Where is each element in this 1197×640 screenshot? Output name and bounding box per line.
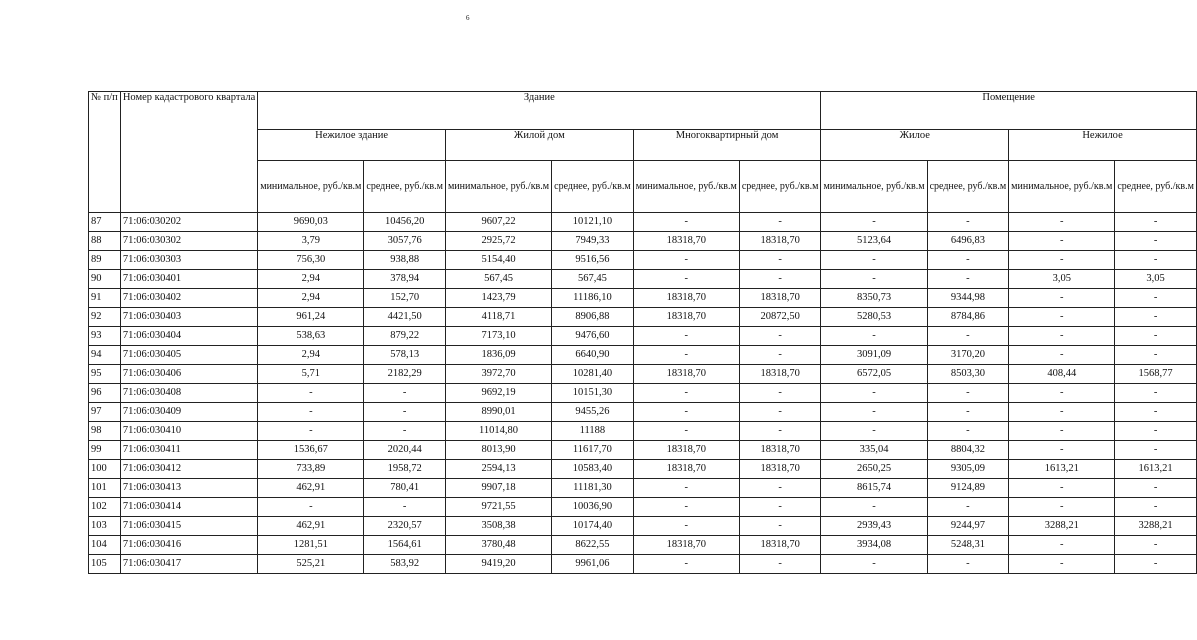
residential-avg-cell: - bbox=[927, 251, 1009, 270]
house-avg-cell: 11181,30 bbox=[552, 479, 634, 498]
apartment-avg-cell: - bbox=[739, 251, 821, 270]
residential-min-cell: 2650,25 bbox=[821, 460, 927, 479]
header-min: минимальное, руб./кв.м bbox=[258, 161, 364, 213]
table-row bbox=[89, 517, 1197, 536]
header-avg: среднее, руб./кв.м bbox=[739, 161, 821, 213]
residential-avg-cell: 5248,31 bbox=[927, 536, 1009, 555]
row-number-cell: 94 bbox=[89, 346, 121, 365]
nonresidential-avg-cell: - bbox=[1115, 232, 1197, 251]
nonres-building-avg-cell: - bbox=[364, 422, 446, 441]
apartment-avg-cell: - bbox=[739, 213, 821, 232]
apartment-min-cell: - bbox=[633, 270, 739, 289]
apartment-avg-cell: 18318,70 bbox=[739, 460, 821, 479]
residential-avg-cell: - bbox=[927, 498, 1009, 517]
apartment-min-cell: - bbox=[633, 346, 739, 365]
nonresidential-avg-cell: - bbox=[1115, 555, 1197, 574]
residential-avg-cell: - bbox=[927, 555, 1009, 574]
row-number-cell: 90 bbox=[89, 270, 121, 289]
cadastral-number-cell: 71:06:030202 bbox=[120, 213, 257, 232]
nonres-building-avg-cell: 3057,76 bbox=[364, 232, 446, 251]
cadastral-number-cell: 71:06:030404 bbox=[120, 327, 257, 346]
house-avg-cell: 10281,40 bbox=[552, 365, 634, 384]
house-avg-cell: 10036,90 bbox=[552, 498, 634, 517]
residential-avg-cell: 9305,09 bbox=[927, 460, 1009, 479]
house-min-cell: 8013,90 bbox=[445, 441, 551, 460]
table-header bbox=[89, 92, 1197, 213]
residential-avg-cell: - bbox=[927, 422, 1009, 441]
house-avg-cell: 11617,70 bbox=[552, 441, 634, 460]
cadastral-number-cell: 71:06:030410 bbox=[120, 422, 257, 441]
apartment-min-cell: - bbox=[633, 555, 739, 574]
row-number-cell: 105 bbox=[89, 555, 121, 574]
nonres-building-avg-cell: - bbox=[364, 498, 446, 517]
header-premises: Помещение bbox=[821, 92, 1196, 130]
apartment-min-cell: 18318,70 bbox=[633, 289, 739, 308]
nonresidential-avg-cell: 1568,77 bbox=[1115, 365, 1197, 384]
apartment-avg-cell: - bbox=[739, 555, 821, 574]
nonres-building-avg-cell: 879,22 bbox=[364, 327, 446, 346]
nonresidential-min-cell: - bbox=[1009, 422, 1115, 441]
house-avg-cell: 9455,26 bbox=[552, 403, 634, 422]
house-avg-cell: 10174,40 bbox=[552, 517, 634, 536]
house-min-cell: 3780,48 bbox=[445, 536, 551, 555]
apartment-avg-cell: - bbox=[739, 479, 821, 498]
nonres-building-avg-cell: 578,13 bbox=[364, 346, 446, 365]
apartment-min-cell: - bbox=[633, 213, 739, 232]
table-row bbox=[89, 555, 1197, 574]
residential-min-cell: - bbox=[821, 555, 927, 574]
nonresidential-min-cell: 3,05 bbox=[1009, 270, 1115, 289]
header-nonresidential-building: Нежилое здание bbox=[258, 130, 446, 161]
nonres-building-min-cell: 1536,67 bbox=[258, 441, 364, 460]
nonres-building-avg-cell: - bbox=[364, 403, 446, 422]
cadastral-number-cell: 71:06:030411 bbox=[120, 441, 257, 460]
house-min-cell: 2594,13 bbox=[445, 460, 551, 479]
cadastral-number-cell: 71:06:030415 bbox=[120, 517, 257, 536]
nonresidential-min-cell: - bbox=[1009, 289, 1115, 308]
apartment-avg-cell: 18318,70 bbox=[739, 289, 821, 308]
nonres-building-avg-cell: - bbox=[364, 384, 446, 403]
apartment-min-cell: - bbox=[633, 498, 739, 517]
nonres-building-avg-cell: 2320,57 bbox=[364, 517, 446, 536]
cadastral-number-cell: 71:06:030402 bbox=[120, 289, 257, 308]
nonresidential-min-cell: - bbox=[1009, 536, 1115, 555]
house-avg-cell: 10151,30 bbox=[552, 384, 634, 403]
apartment-min-cell: - bbox=[633, 479, 739, 498]
header-cadastral-quarter: Номер кадастрового квартала bbox=[120, 92, 257, 213]
house-avg-cell: 8906,88 bbox=[552, 308, 634, 327]
apartment-avg-cell: - bbox=[739, 517, 821, 536]
header-building: Здание bbox=[258, 92, 821, 130]
table-row bbox=[89, 308, 1197, 327]
apartment-avg-cell: 18318,70 bbox=[739, 536, 821, 555]
house-avg-cell: 11186,10 bbox=[552, 289, 634, 308]
cadastral-value-table bbox=[88, 91, 1197, 574]
house-min-cell: 5154,40 bbox=[445, 251, 551, 270]
row-number-cell: 98 bbox=[89, 422, 121, 441]
nonresidential-min-cell: - bbox=[1009, 327, 1115, 346]
house-min-cell: 4118,71 bbox=[445, 308, 551, 327]
row-number-cell: 104 bbox=[89, 536, 121, 555]
apartment-min-cell: - bbox=[633, 403, 739, 422]
nonres-building-min-cell: 2,94 bbox=[258, 270, 364, 289]
residential-avg-cell: 8503,30 bbox=[927, 365, 1009, 384]
cadastral-number-cell: 71:06:030413 bbox=[120, 479, 257, 498]
nonres-building-min-cell: 733,89 bbox=[258, 460, 364, 479]
residential-avg-cell: 8804,32 bbox=[927, 441, 1009, 460]
nonres-building-min-cell: 9690,03 bbox=[258, 213, 364, 232]
table-row bbox=[89, 270, 1197, 289]
nonresidential-min-cell: 408,44 bbox=[1009, 365, 1115, 384]
house-min-cell: 7173,10 bbox=[445, 327, 551, 346]
residential-min-cell: - bbox=[821, 384, 927, 403]
house-min-cell: 9607,22 bbox=[445, 213, 551, 232]
apartment-avg-cell: 20872,50 bbox=[739, 308, 821, 327]
residential-min-cell: 3934,08 bbox=[821, 536, 927, 555]
cadastral-number-cell: 71:06:030401 bbox=[120, 270, 257, 289]
residential-avg-cell: 8784,86 bbox=[927, 308, 1009, 327]
residential-avg-cell: - bbox=[927, 270, 1009, 289]
header-avg: среднее, руб./кв.м bbox=[364, 161, 446, 213]
residential-avg-cell: 9344,98 bbox=[927, 289, 1009, 308]
house-avg-cell: 6640,90 bbox=[552, 346, 634, 365]
apartment-avg-cell: - bbox=[739, 498, 821, 517]
table-row bbox=[89, 403, 1197, 422]
house-avg-cell: 11188 bbox=[552, 422, 634, 441]
residential-avg-cell: - bbox=[927, 213, 1009, 232]
nonresidential-min-cell: - bbox=[1009, 346, 1115, 365]
nonresidential-min-cell: - bbox=[1009, 441, 1115, 460]
apartment-min-cell: 18318,70 bbox=[633, 441, 739, 460]
apartment-min-cell: 18318,70 bbox=[633, 536, 739, 555]
house-avg-cell: 9476,60 bbox=[552, 327, 634, 346]
house-min-cell: 3508,38 bbox=[445, 517, 551, 536]
nonresidential-min-cell: - bbox=[1009, 251, 1115, 270]
nonres-building-min-cell: 2,94 bbox=[258, 346, 364, 365]
residential-min-cell: - bbox=[821, 213, 927, 232]
cadastral-number-cell: 71:06:030416 bbox=[120, 536, 257, 555]
nonresidential-avg-cell: - bbox=[1115, 289, 1197, 308]
nonresidential-avg-cell: - bbox=[1115, 422, 1197, 441]
apartment-min-cell: 18318,70 bbox=[633, 308, 739, 327]
header-nonresidential-premises: Нежилое bbox=[1009, 130, 1197, 161]
cadastral-number-cell: 71:06:030414 bbox=[120, 498, 257, 517]
cadastral-number-cell: 71:06:030403 bbox=[120, 308, 257, 327]
nonres-building-avg-cell: 378,94 bbox=[364, 270, 446, 289]
nonresidential-avg-cell: - bbox=[1115, 308, 1197, 327]
apartment-min-cell: - bbox=[633, 251, 739, 270]
row-number-cell: 88 bbox=[89, 232, 121, 251]
house-avg-cell: 10121,10 bbox=[552, 213, 634, 232]
page-number: 6 bbox=[466, 14, 470, 22]
apartment-avg-cell: 18318,70 bbox=[739, 232, 821, 251]
house-avg-cell: 10583,40 bbox=[552, 460, 634, 479]
nonresidential-avg-cell: 3,05 bbox=[1115, 270, 1197, 289]
nonres-building-min-cell: 756,30 bbox=[258, 251, 364, 270]
apartment-avg-cell: 18318,70 bbox=[739, 441, 821, 460]
residential-avg-cell: - bbox=[927, 403, 1009, 422]
nonres-building-avg-cell: 4421,50 bbox=[364, 308, 446, 327]
house-min-cell: 9907,18 bbox=[445, 479, 551, 498]
row-number-cell: 99 bbox=[89, 441, 121, 460]
house-avg-cell: 8622,55 bbox=[552, 536, 634, 555]
header-residential-premises: Жилое bbox=[821, 130, 1009, 161]
apartment-avg-cell: 18318,70 bbox=[739, 365, 821, 384]
apartment-avg-cell: - bbox=[739, 346, 821, 365]
house-min-cell: 11014,80 bbox=[445, 422, 551, 441]
house-avg-cell: 7949,33 bbox=[552, 232, 634, 251]
apartment-min-cell: 18318,70 bbox=[633, 232, 739, 251]
table-body bbox=[89, 213, 1197, 574]
cadastral-number-cell: 71:06:030302 bbox=[120, 232, 257, 251]
cadastral-number-cell: 71:06:030412 bbox=[120, 460, 257, 479]
house-min-cell: 9419,20 bbox=[445, 555, 551, 574]
residential-min-cell: 5280,53 bbox=[821, 308, 927, 327]
row-number-cell: 92 bbox=[89, 308, 121, 327]
nonres-building-avg-cell: 938,88 bbox=[364, 251, 446, 270]
apartment-min-cell: 18318,70 bbox=[633, 365, 739, 384]
house-min-cell: 8990,01 bbox=[445, 403, 551, 422]
nonres-building-min-cell: 525,21 bbox=[258, 555, 364, 574]
nonresidential-avg-cell: 3288,21 bbox=[1115, 517, 1197, 536]
table-row bbox=[89, 498, 1197, 517]
house-avg-cell: 9961,06 bbox=[552, 555, 634, 574]
nonres-building-min-cell: 3,79 bbox=[258, 232, 364, 251]
nonres-building-avg-cell: 2182,29 bbox=[364, 365, 446, 384]
apartment-avg-cell: - bbox=[739, 384, 821, 403]
residential-avg-cell: 9124,89 bbox=[927, 479, 1009, 498]
house-avg-cell: 9516,56 bbox=[552, 251, 634, 270]
nonresidential-avg-cell: - bbox=[1115, 327, 1197, 346]
house-min-cell: 1836,09 bbox=[445, 346, 551, 365]
table-row bbox=[89, 365, 1197, 384]
nonresidential-avg-cell: - bbox=[1115, 403, 1197, 422]
table-row bbox=[89, 289, 1197, 308]
nonres-building-min-cell: 2,94 bbox=[258, 289, 364, 308]
nonresidential-min-cell: - bbox=[1009, 308, 1115, 327]
cadastral-number-cell: 71:06:030409 bbox=[120, 403, 257, 422]
residential-min-cell: 335,04 bbox=[821, 441, 927, 460]
row-number-cell: 101 bbox=[89, 479, 121, 498]
table-row bbox=[89, 441, 1197, 460]
nonres-building-min-cell: 462,91 bbox=[258, 517, 364, 536]
nonres-building-min-cell: 538,63 bbox=[258, 327, 364, 346]
nonres-building-min-cell: - bbox=[258, 403, 364, 422]
house-min-cell: 9692,19 bbox=[445, 384, 551, 403]
table-row bbox=[89, 384, 1197, 403]
house-min-cell: 567,45 bbox=[445, 270, 551, 289]
apartment-min-cell: - bbox=[633, 517, 739, 536]
residential-min-cell: 6572,05 bbox=[821, 365, 927, 384]
residential-min-cell: - bbox=[821, 498, 927, 517]
header-min: минимальное, руб./кв.м bbox=[633, 161, 739, 213]
house-min-cell: 1423,79 bbox=[445, 289, 551, 308]
residential-avg-cell: 3170,20 bbox=[927, 346, 1009, 365]
nonres-building-avg-cell: 1958,72 bbox=[364, 460, 446, 479]
table-row bbox=[89, 460, 1197, 479]
nonresidential-avg-cell: - bbox=[1115, 498, 1197, 517]
table-row bbox=[89, 536, 1197, 555]
residential-min-cell: - bbox=[821, 270, 927, 289]
row-number-cell: 93 bbox=[89, 327, 121, 346]
nonresidential-avg-cell: 1613,21 bbox=[1115, 460, 1197, 479]
residential-min-cell: 8615,74 bbox=[821, 479, 927, 498]
residential-avg-cell: - bbox=[927, 384, 1009, 403]
nonres-building-min-cell: - bbox=[258, 422, 364, 441]
nonres-building-min-cell: - bbox=[258, 498, 364, 517]
nonresidential-min-cell: - bbox=[1009, 555, 1115, 574]
apartment-avg-cell: - bbox=[739, 270, 821, 289]
residential-min-cell: 3091,09 bbox=[821, 346, 927, 365]
house-min-cell: 2925,72 bbox=[445, 232, 551, 251]
nonresidential-min-cell: - bbox=[1009, 384, 1115, 403]
residential-min-cell: 2939,43 bbox=[821, 517, 927, 536]
header-avg: среднее, руб./кв.м bbox=[927, 161, 1009, 213]
residential-avg-cell: 9244,97 bbox=[927, 517, 1009, 536]
nonresidential-min-cell: 3288,21 bbox=[1009, 517, 1115, 536]
residential-min-cell: - bbox=[821, 422, 927, 441]
nonres-building-min-cell: 1281,51 bbox=[258, 536, 364, 555]
row-number-cell: 103 bbox=[89, 517, 121, 536]
table-row bbox=[89, 346, 1197, 365]
nonresidential-avg-cell: - bbox=[1115, 213, 1197, 232]
cadastral-number-cell: 71:06:030405 bbox=[120, 346, 257, 365]
residential-min-cell: 8350,73 bbox=[821, 289, 927, 308]
header-avg: среднее, руб./кв.м bbox=[1115, 161, 1197, 213]
table-row bbox=[89, 213, 1197, 232]
cadastral-number-cell: 71:06:030408 bbox=[120, 384, 257, 403]
apartment-avg-cell: - bbox=[739, 422, 821, 441]
nonresidential-avg-cell: - bbox=[1115, 479, 1197, 498]
nonres-building-avg-cell: 780,41 bbox=[364, 479, 446, 498]
row-number-cell: 100 bbox=[89, 460, 121, 479]
nonres-building-avg-cell: 10456,20 bbox=[364, 213, 446, 232]
row-number-cell: 89 bbox=[89, 251, 121, 270]
row-number-cell: 91 bbox=[89, 289, 121, 308]
nonresidential-min-cell: - bbox=[1009, 498, 1115, 517]
header-avg: среднее, руб./кв.м bbox=[552, 161, 634, 213]
cadastral-number-cell: 71:06:030406 bbox=[120, 365, 257, 384]
residential-min-cell: 5123,64 bbox=[821, 232, 927, 251]
nonresidential-min-cell: - bbox=[1009, 479, 1115, 498]
nonresidential-min-cell: - bbox=[1009, 403, 1115, 422]
nonresidential-avg-cell: - bbox=[1115, 536, 1197, 555]
nonres-building-min-cell: 5,71 bbox=[258, 365, 364, 384]
table-row bbox=[89, 479, 1197, 498]
residential-min-cell: - bbox=[821, 327, 927, 346]
header-number: № п/п bbox=[89, 92, 121, 213]
nonresidential-min-cell: 1613,21 bbox=[1009, 460, 1115, 479]
apartment-min-cell: - bbox=[633, 384, 739, 403]
nonres-building-avg-cell: 2020,44 bbox=[364, 441, 446, 460]
table-row bbox=[89, 232, 1197, 251]
header-residential-house: Жилой дом bbox=[445, 130, 633, 161]
header-min: минимальное, руб./кв.м bbox=[1009, 161, 1115, 213]
nonres-building-min-cell: - bbox=[258, 384, 364, 403]
nonres-building-min-cell: 961,24 bbox=[258, 308, 364, 327]
residential-avg-cell: - bbox=[927, 327, 1009, 346]
apartment-min-cell: - bbox=[633, 327, 739, 346]
row-number-cell: 96 bbox=[89, 384, 121, 403]
nonres-building-avg-cell: 152,70 bbox=[364, 289, 446, 308]
row-number-cell: 87 bbox=[89, 213, 121, 232]
nonres-building-avg-cell: 1564,61 bbox=[364, 536, 446, 555]
nonres-building-min-cell: 462,91 bbox=[258, 479, 364, 498]
header-min: минимальное, руб./кв.м bbox=[445, 161, 551, 213]
apartment-min-cell: 18318,70 bbox=[633, 460, 739, 479]
table-row bbox=[89, 251, 1197, 270]
row-number-cell: 97 bbox=[89, 403, 121, 422]
residential-avg-cell: 6496,83 bbox=[927, 232, 1009, 251]
house-avg-cell: 567,45 bbox=[552, 270, 634, 289]
nonresidential-min-cell: - bbox=[1009, 213, 1115, 232]
cadastral-number-cell: 71:06:030303 bbox=[120, 251, 257, 270]
house-min-cell: 3972,70 bbox=[445, 365, 551, 384]
nonresidential-avg-cell: - bbox=[1115, 251, 1197, 270]
apartment-avg-cell: - bbox=[739, 327, 821, 346]
house-min-cell: 9721,55 bbox=[445, 498, 551, 517]
row-number-cell: 95 bbox=[89, 365, 121, 384]
row-number-cell: 102 bbox=[89, 498, 121, 517]
cadastral-number-cell: 71:06:030417 bbox=[120, 555, 257, 574]
table-row bbox=[89, 327, 1197, 346]
apartment-min-cell: - bbox=[633, 422, 739, 441]
header-apartment-building: Многоквартирный дом bbox=[633, 130, 821, 161]
nonresidential-min-cell: - bbox=[1009, 232, 1115, 251]
table-row bbox=[89, 422, 1197, 441]
apartment-avg-cell: - bbox=[739, 403, 821, 422]
residential-min-cell: - bbox=[821, 403, 927, 422]
residential-min-cell: - bbox=[821, 251, 927, 270]
nonres-building-avg-cell: 583,92 bbox=[364, 555, 446, 574]
nonresidential-avg-cell: - bbox=[1115, 346, 1197, 365]
nonresidential-avg-cell: - bbox=[1115, 441, 1197, 460]
nonresidential-avg-cell: - bbox=[1115, 384, 1197, 403]
header-min: минимальное, руб./кв.м bbox=[821, 161, 927, 213]
